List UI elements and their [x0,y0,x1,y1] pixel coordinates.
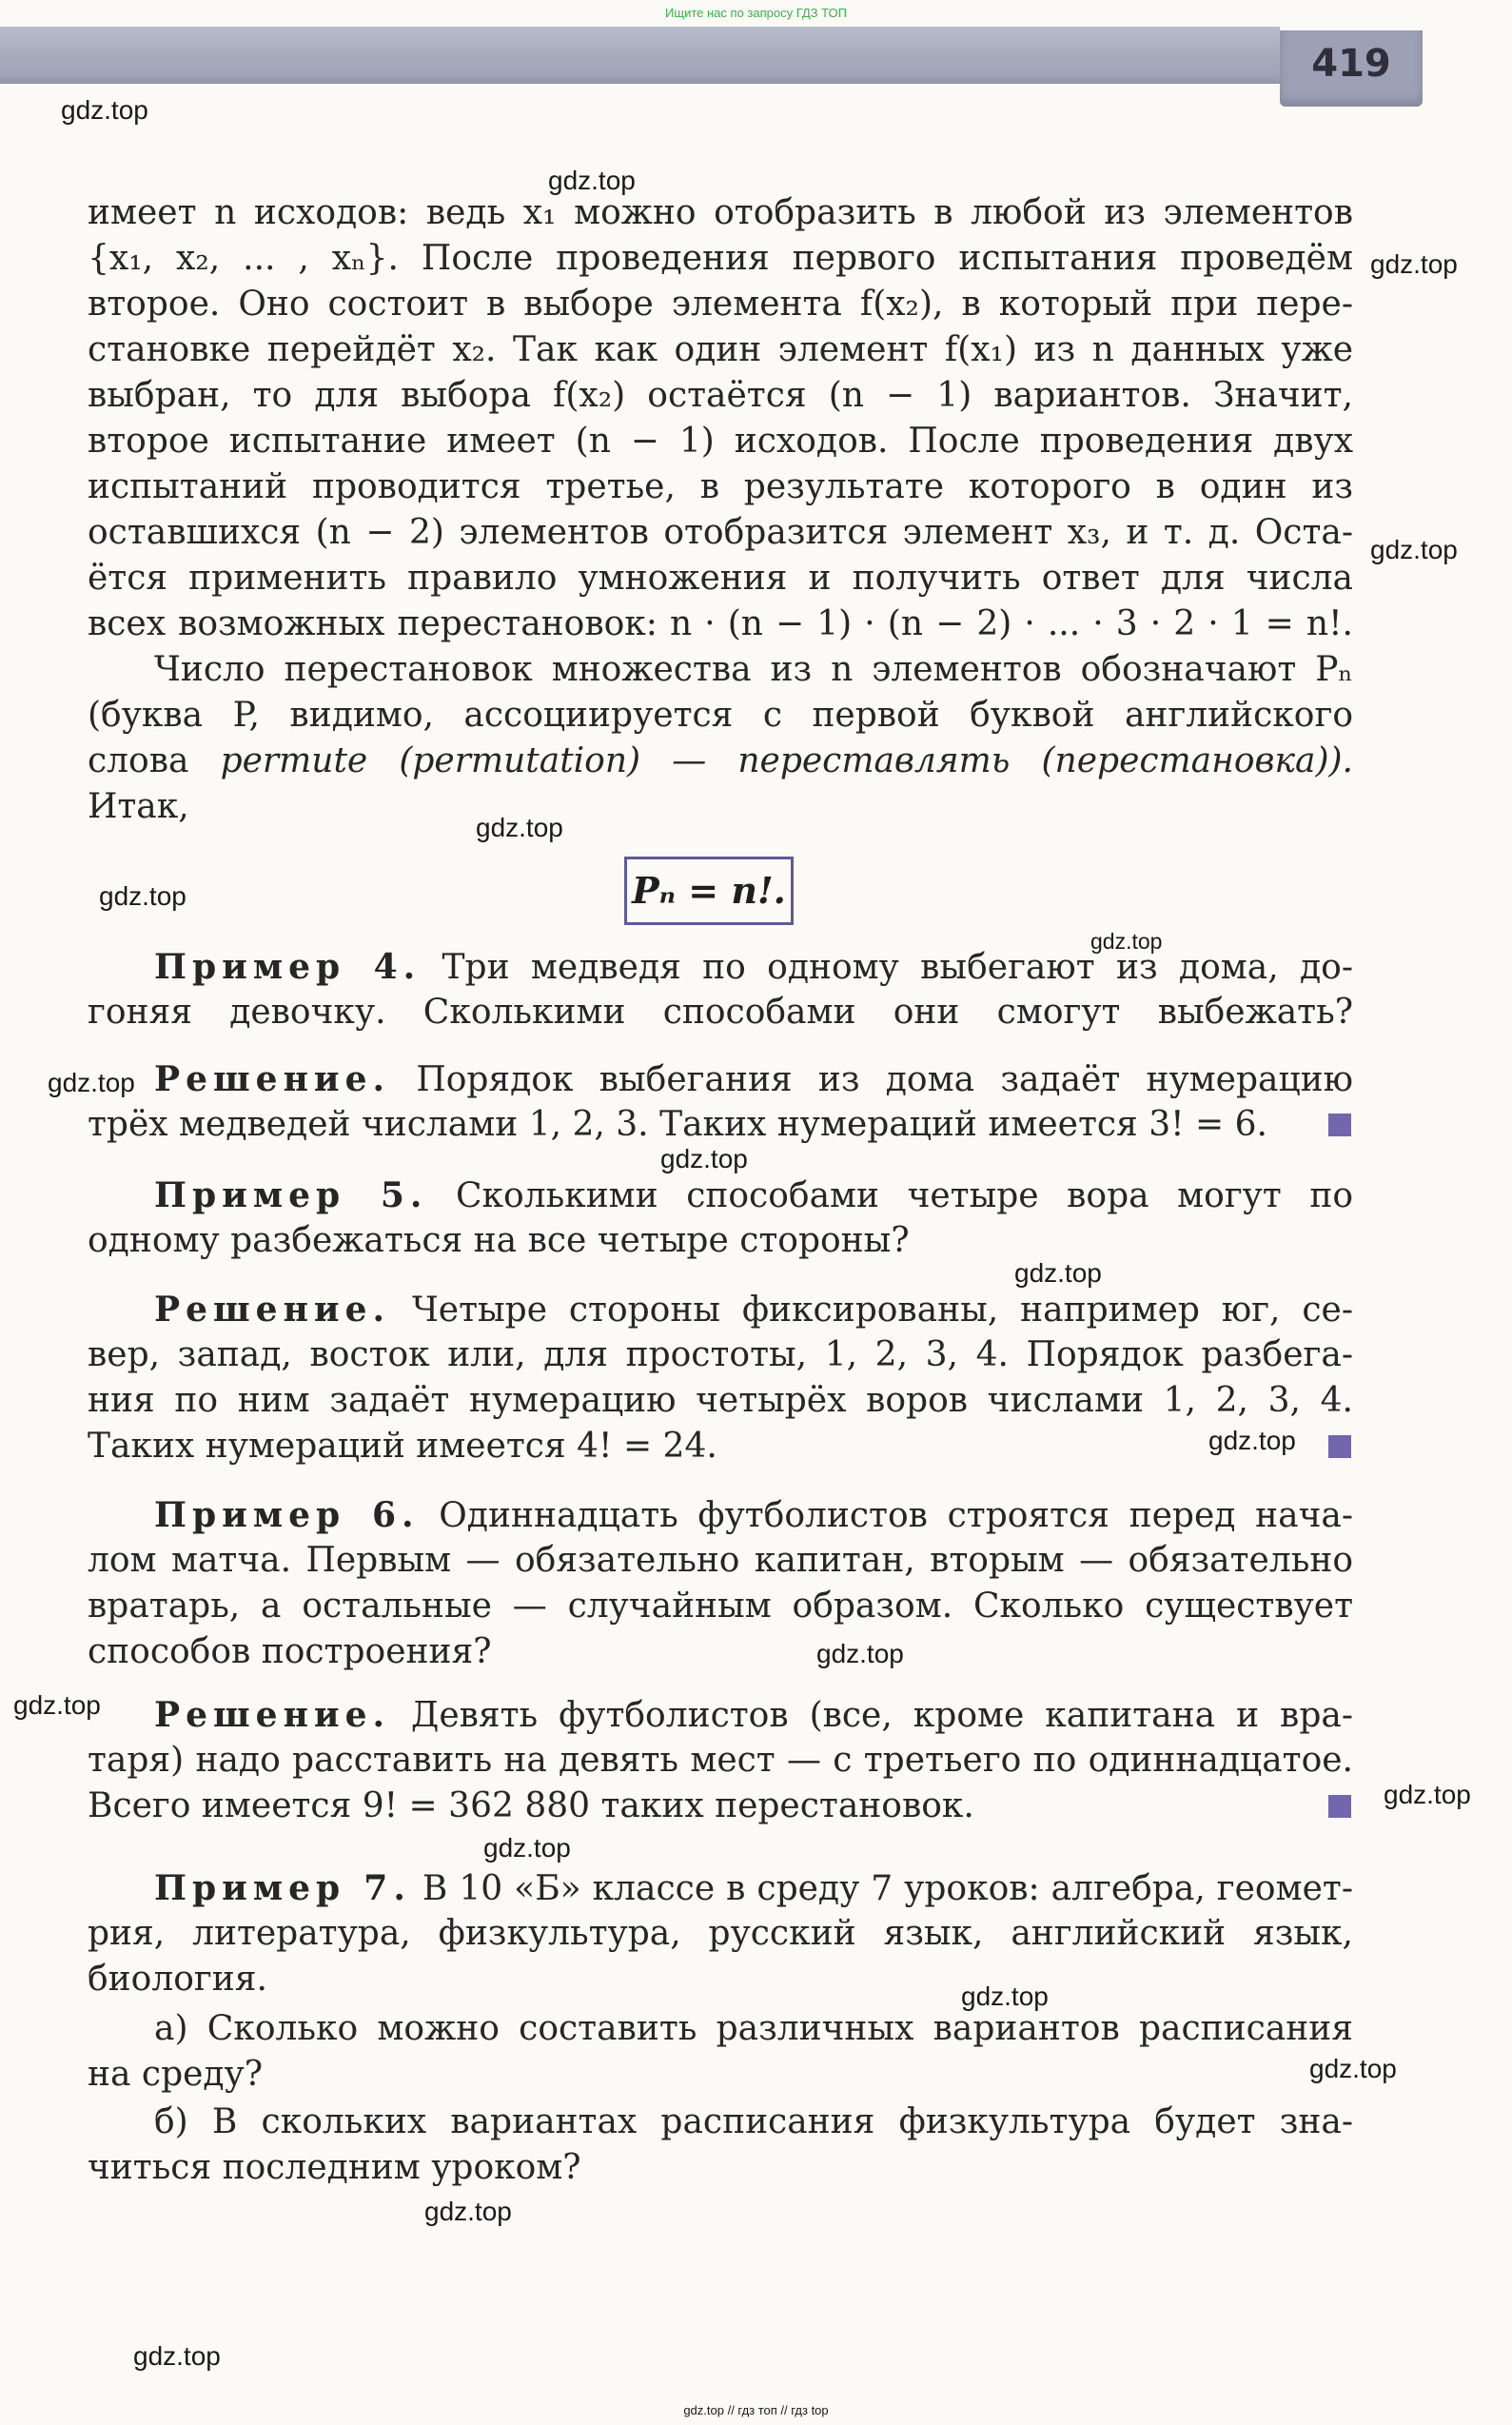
example-7-line [88,1865,1353,1912]
example-4-line: гоняя девочку. Сколькими способами они смогут выбежать? [88,993,1353,1032]
example-6-line: вратарь, а остальные — случайным образом. Сколько существует [88,1587,1353,1626]
solution-6-line: Всего имеется 9! = 362 880 таких перестановок. [88,1786,974,1825]
example-5-label: Пример 5. [154,1175,428,1215]
text-line: второе. Оно состоит в выборе элемента f(x₂), в который при пере- [88,285,1353,324]
solution-5-label: Решение. [154,1290,391,1330]
text-line: оставшихся (n − 2) элементов отобразится элемент x₃, и т. д. Оста- [88,513,1353,552]
example-6-line: лом матча. Первым — обязательно капитан, вторым — обязательно [88,1541,1353,1580]
example-7-text: В 10 «Б» классе в среду 7 уроков: алгебра, геомет- [422,1869,1353,1908]
solution-5-line [88,1287,1353,1333]
watermark: gdz.top [1384,1780,1471,1809]
example-6-label: Пример 6. [154,1495,420,1535]
solution-5-line: Таких нумераций имеется 4! = 24. [88,1427,717,1466]
end-of-solution-mark [1328,1795,1351,1818]
formula-box: Pₙ = n!. [624,857,794,925]
end-of-solution-mark [1328,1435,1351,1458]
watermark: gdz.top [424,2197,512,2226]
end-of-solution-mark [1328,1114,1351,1136]
watermark: gdz.top [48,1068,135,1097]
solution-4-text: Порядок выбегания из дома задаёт нумерацию [416,1060,1353,1099]
text-line: Число перестановок множества из n элементов обозначают Pₙ [154,650,1353,689]
watermark: gdz.top [476,813,563,842]
example-6-text: Одиннадцать футболистов строятся перед нача- [439,1496,1353,1535]
watermark: gdz.top [99,881,187,911]
watermark: gdz.top [1208,1426,1296,1455]
example-5-text: Сколькими способами четыре вора могут по [456,1176,1353,1215]
text-line: второе испытание имеет (n − 1) исходов. После проведения двух [88,422,1353,461]
text-line [88,739,1353,784]
example-5-line: одному разбежаться на все четыре стороны? [88,1221,910,1260]
italic-text: permute (permutation) — переставлять (перестановка)). [220,741,1353,780]
text-line: всех возможных перестановок: n · (n − 1) · (n − 2) · ... · 3 · 2 · 1 = n!. [88,604,1353,643]
top-note: Ищите нас по запросу ГДЗ ТОП [665,6,847,20]
example-7-line: рия, литература, физкультура, русский язык, английский язык, [88,1914,1353,1953]
watermark: gdz.top [1090,929,1163,954]
example-5-line [88,1173,1353,1219]
solution-4-line [88,1056,1353,1103]
watermark: gdz.top [1370,535,1458,564]
example-6-line [88,1492,1353,1539]
question-a-line: на среду? [88,2055,264,2094]
text-span: слова [88,741,189,780]
watermark: gdz.top [816,1639,904,1668]
watermark: gdz.top [13,1690,101,1720]
text-line: становке перейдёт x₂. Так как один элемент f(x₁) из n данных уже [88,330,1353,369]
example-7-label: Пример 7. [154,1868,411,1908]
watermark: gdz.top [548,166,636,195]
solution-5-text: Четыре стороны фиксированы, например юг, се- [411,1291,1353,1330]
example-4-label: Пример 4. [154,947,422,987]
page-number: 419 [1311,42,1391,86]
watermark: gdz.top [133,2341,221,2371]
example-4-text: Три медведя по одному выбегают из дома, до- [442,948,1353,987]
example-7-line: биология. [88,1960,267,1999]
solution-5-line: ния по ним задаёт нумерацию четырёх воров числами 1, 2, 3, 4. [88,1381,1353,1420]
solution-5-line: вер, запад, восток или, для простоты, 1, 2, 3, 4. Порядок разбега- [88,1335,1353,1374]
example-4-line [88,944,1353,991]
watermark: gdz.top [1309,2054,1397,2083]
example-6-line: способов построения? [88,1632,492,1671]
solution-6-label: Решение. [154,1695,391,1735]
watermark: gdz.top [660,1144,748,1173]
text-line: имеет n исходов: ведь x₁ можно отобразить в любой из элементов [88,193,1353,232]
watermark: gdz.top [961,1981,1049,2011]
watermark: gdz.top [483,1833,571,1863]
solution-6-line: таря) надо расставить на девять мест — с третьего по одиннадцатое. [88,1741,1353,1780]
solution-6-text: Девять футболистов (все, кроме капитана и вра- [411,1696,1353,1735]
text-line: {x₁, x₂, ... , xₙ}. После проведения первого испытания проведём [88,239,1353,278]
text-line: выбран, то для выбора f(x₂) остаётся (n − 1) вариантов. Значит, [88,376,1353,415]
text-line: испытаний проводится третье, в результате которого в один из [88,467,1353,506]
watermark: gdz.top [1014,1258,1102,1288]
question-b-line: б) В скольких вариантах расписания физкультура будет зна- [154,2102,1353,2141]
header-band [0,27,1280,84]
text-line: Итак, [88,787,189,826]
solution-4-line: трёх медведей числами 1, 2, 3. Таких нумераций имеется 3! = 6. [88,1105,1267,1144]
question-a-line: а) Сколько можно составить различных вариантов расписания [154,2009,1353,2048]
bottom-note: gdz.top // гдз топ // гдз top [683,2403,829,2417]
watermark: gdz.top [1370,249,1458,279]
text-line: (буква P, видимо, ассоциируется с первой буквой английского [88,696,1353,735]
watermark: gdz.top [61,95,148,125]
solution-6-line [88,1692,1353,1739]
text-line: ётся применить правило умножения и получить ответ для числа [88,559,1353,598]
question-b-line: читься последним уроком? [88,2148,581,2187]
solution-4-label: Решение. [154,1059,391,1099]
